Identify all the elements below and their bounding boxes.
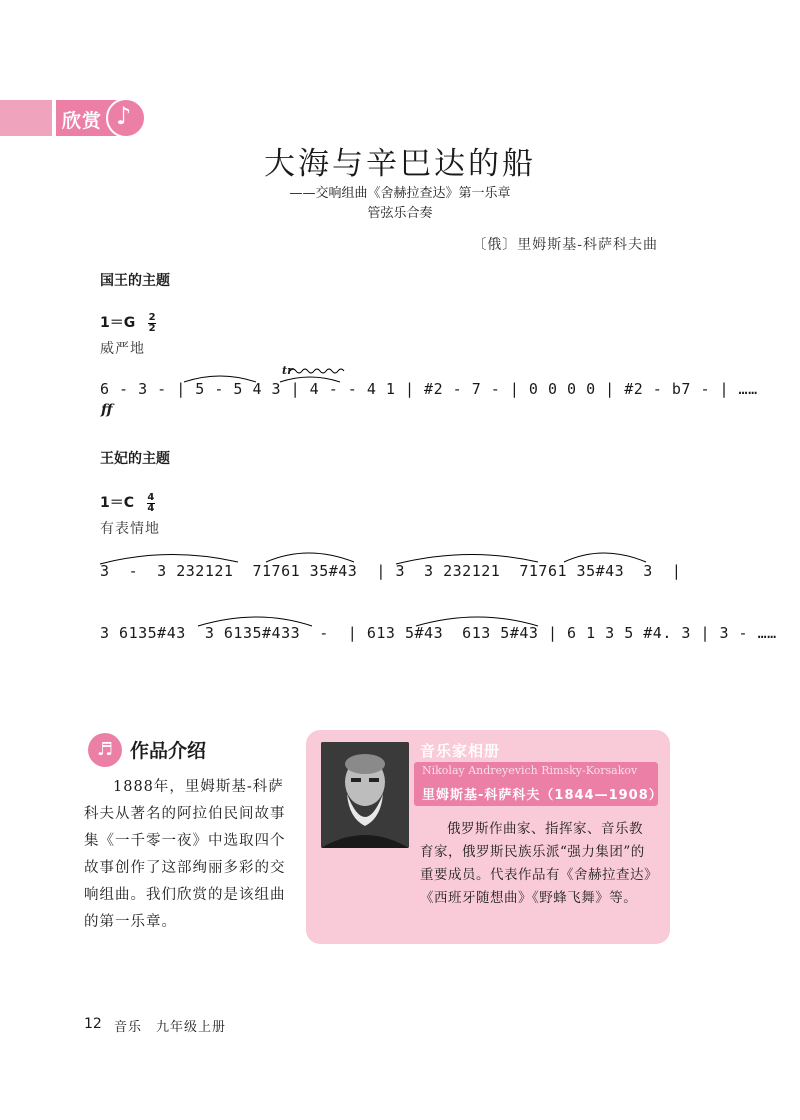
page-subtitle: ——交响组曲《舍赫拉查达》第一乐章 <box>289 186 511 201</box>
king-meter-bottom: 2 <box>148 322 156 334</box>
card-text: 俄罗斯作曲家、指挥家、音乐教育家，俄罗斯民族乐派“强力集团”的重要成员。代表作品有《舍赫拉查达》《西班牙随想曲》《野蜂飞舞》等。 <box>420 821 652 906</box>
king-key-text: 1＝G <box>100 315 136 331</box>
queen-theme-tempo: 有表情地 <box>100 521 160 537</box>
section-tab-label: 欣赏 <box>62 110 103 132</box>
queen-theme-key <box>100 492 155 514</box>
queen-meter-bottom: 4 <box>147 502 155 514</box>
king-theme-notation: 6 - 3 - | 5 - 5 4 3 | 4 - - 4 1 | #2 - 7 - | 0 0 0 0 | #2 - b7 - | …… <box>100 380 758 398</box>
page-number: 12 <box>84 1016 102 1032</box>
king-meter <box>148 313 156 334</box>
card-chinese-name: 里姆斯基-科萨科夫（1844—1908） <box>422 788 663 803</box>
king-theme-key <box>100 312 156 334</box>
music-note-icon: ♪ <box>116 102 132 130</box>
dynamic-mark: ff <box>101 402 113 418</box>
card-heading: 音乐家相册 <box>420 742 501 760</box>
king-meter-top: 2 <box>148 311 156 323</box>
trill-mark: tr <box>282 364 293 377</box>
composer-credit: 〔俄〕里姆斯基-科萨科夫曲 <box>472 237 658 253</box>
queen-theme-notation-line2: 3 6135#43 3 6135#433 - | 613 5#43 613 5#43 | 6 1 3 5 #4. 3 | 3 - …… <box>100 624 777 642</box>
page-title: 大海与辛巴达的船 <box>264 146 536 182</box>
king-theme-heading: 国王的主题 <box>100 273 170 289</box>
genre-label: 管弦乐合奏 <box>367 206 433 221</box>
queen-key-text: 1＝C <box>100 495 135 511</box>
card-latin-name: Nikolay Andreyevich Rimsky-Korsakov <box>422 764 638 777</box>
king-theme-tempo: 威严地 <box>100 341 145 357</box>
section-tab-stripe <box>0 100 52 136</box>
queen-meter-top: 4 <box>147 491 155 503</box>
queen-theme-notation-line1: 3 - 3 232121 71761 35#43 | 3 3 232121 71761 35#43 3 | <box>100 562 682 580</box>
intro-heading: 作品介绍 <box>130 740 207 762</box>
queen-theme-heading: 王妃的主题 <box>100 451 170 467</box>
intro-badge-icon: ♬ <box>88 733 122 767</box>
book-title: 音乐 九年级上册 <box>114 1020 227 1035</box>
composer-portrait <box>321 742 409 848</box>
intro-text: 1888年，里姆斯基-科萨科夫从著名的阿拉伯民间故事集《一千零一夜》中选取四个故事创作了这部绚丽多彩的交响组曲。我们欣赏的是该组曲的第一乐章。 <box>84 779 286 930</box>
queen-meter <box>147 493 155 514</box>
composer-portrait-image <box>321 742 409 848</box>
